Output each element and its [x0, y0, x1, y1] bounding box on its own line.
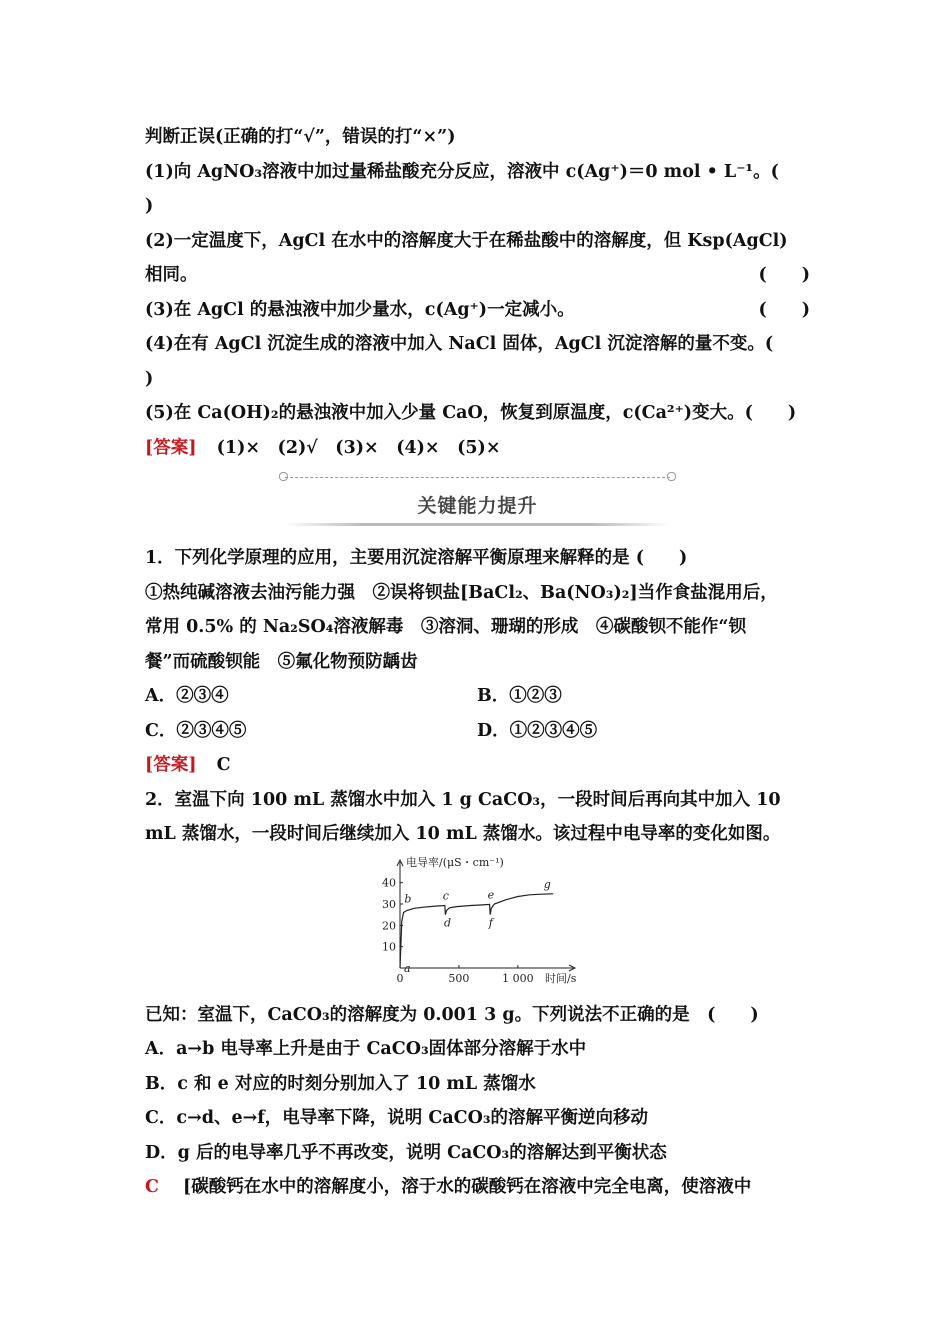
q2-known: 已知：室温下，CaCO₃的溶解度为 0.001 3 g。下列说法不正确的是 ( )	[145, 1004, 759, 1025]
x-tick-label: 500	[448, 971, 470, 985]
q1-option-c: C．②③④⑤	[145, 720, 247, 741]
judge-q4-line2: )	[145, 368, 154, 389]
point-label-f: f	[488, 916, 493, 930]
q2-answer-text: [碳酸钙在水中的溶解度小，溶于水的碳酸钙在溶液中完全电离，使溶液中	[183, 1177, 752, 1197]
conductivity-chart-svg	[370, 856, 580, 992]
judge-q3-text: (3)在 AgCl 的悬浊液中加少量水，c(Ag⁺)一定减小。	[145, 299, 575, 320]
judge-heading: 判断正误(正确的打“√”，错误的打“×”)	[145, 127, 456, 147]
q1-option-b: B．①②③	[477, 686, 562, 706]
judge-q2-line2	[145, 258, 810, 293]
q2-option-d: D．g 后的电导率几乎不再改变，说明 CaCO₃的溶解达到平衡状态	[145, 1142, 667, 1163]
judge-q3-line	[145, 293, 810, 328]
conductivity-series-line	[400, 893, 553, 967]
q2-stem-line1: 2．室温下向 100 mL 蒸馏水中加入 1 g CaCO₃，一段时间后再向其中加入 10	[145, 789, 781, 810]
section-title: 关键能力提升	[417, 495, 538, 517]
q1-options-cd	[145, 714, 810, 749]
document-page	[145, 120, 810, 1205]
point-label-e: e	[487, 887, 495, 901]
banner-right-dot	[667, 472, 676, 481]
q2-option-c: C．c→d、e→f，电导率下降，说明 CaCO₃的溶解平衡逆向移动	[145, 1108, 649, 1128]
banner-dotted-line	[285, 477, 670, 478]
q1-answer-label: [答案]	[145, 755, 197, 775]
conductivity-chart	[145, 856, 810, 994]
q1-answer-text: C	[216, 755, 231, 775]
judge-q3-paren: ( )	[758, 299, 810, 320]
section-banner	[145, 467, 810, 541]
y-tick-label: 10	[382, 940, 396, 954]
x-tick-label: 1 000	[502, 971, 534, 985]
q2-answer-letter: C	[145, 1177, 159, 1197]
q1-stem: 1．下列化学原理的应用，主要用沉淀溶解平衡原理来解释的是 ( )	[145, 548, 688, 568]
q1-option-d: D．①②③④⑤	[477, 720, 598, 741]
point-label-g: g	[543, 877, 551, 891]
q1-option-a: A．②③④	[145, 686, 229, 706]
judge-q1-line1: (1)向 AgNO₃溶液中加过量稀盐酸充分反应，溶液中 c(Ag⁺)＝0 mol • L⁻¹。(	[145, 161, 779, 182]
banner-left-dot	[279, 472, 288, 481]
q2-answer	[145, 1170, 810, 1205]
q2-stem-line2: mL 蒸馏水，一段时间后继续加入 10 mL 蒸馏水。该过程中电导率的变化如图。	[145, 824, 781, 844]
q2-option-b: B．c 和 e 对应的时刻分别加入了 10 mL 蒸馏水	[145, 1073, 536, 1094]
judge-q4-line1: (4)在有 AgCl 沉淀生成的溶液中加入 NaCl 固体，AgCl 沉淀溶解的量不变。(	[145, 334, 774, 354]
point-label-b: b	[404, 891, 412, 905]
judge-answer	[145, 431, 810, 466]
q1-answer	[145, 748, 810, 783]
q1-items-line3: 餐”而硫酸钡能 ⑤氟化物预防龋齿	[145, 651, 418, 672]
q1-items-line2: 常用 0.5% 的 Na₂SO₄溶液解毒 ③溶洞、珊瑚的形成 ④碳酸钡不能作“钡	[145, 617, 746, 637]
q2-option-a: A．a→b 电导率上升是由于 CaCO₃固体部分溶解于水中	[145, 1039, 587, 1059]
judge-q2-paren: ( )	[758, 265, 810, 285]
judge-q2-line1: (2)一定温度下，AgCl 在水中的溶解度大于在稀盐酸中的溶解度，但 Ksp(AgCl)	[145, 230, 788, 251]
answer-label: [答案]	[145, 437, 197, 458]
point-label-a: a	[404, 961, 411, 975]
x-axis-label: 时间/s	[545, 971, 577, 985]
y-axis-label: 电导率/(μS・cm⁻¹)	[406, 855, 504, 869]
q1-options-ab	[145, 679, 810, 714]
judge-q5-line: (5)在 Ca(OH)₂的悬浊液中加入少量 CaO，恢复到原温度，c(Ca²⁺)变大。( )	[145, 403, 797, 423]
x-tick-label: 0	[396, 971, 404, 985]
y-tick-label: 20	[382, 918, 396, 932]
answer-text: (1)× (2)√ (3)× (4)× (5)×	[216, 437, 501, 458]
q1-items-line1: ①热纯碱溶液去油污能力强 ②误将钡盐[BaCl₂、Ba(NO₃)₂]当作食盐混用后，	[145, 582, 778, 603]
judge-q2-text: 相同。	[145, 265, 198, 285]
y-tick-label: 40	[382, 876, 396, 890]
point-label-d: d	[443, 916, 452, 930]
banner-underline	[285, 523, 670, 526]
judge-q1-line2: )	[145, 196, 154, 216]
y-tick-label: 30	[382, 897, 396, 911]
point-label-c: c	[442, 888, 449, 902]
